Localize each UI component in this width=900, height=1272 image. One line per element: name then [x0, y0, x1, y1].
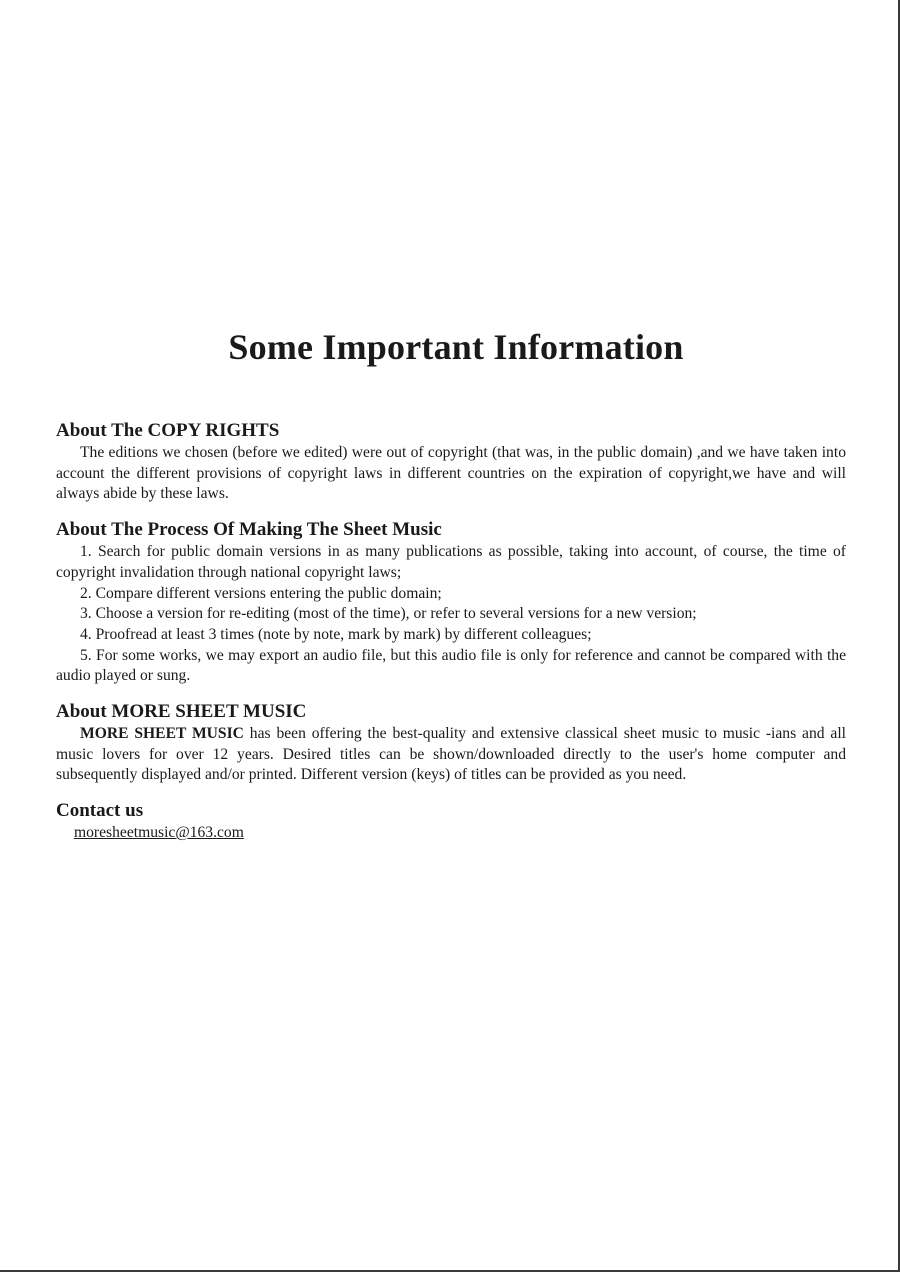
process-step: 4. Proofread at least 3 times (note by note, mark by mark) by different colleagues; — [80, 625, 592, 643]
section-heading-more-sheet-music: About MORE SHEET MUSIC — [56, 701, 307, 723]
document-body — [56, 419, 846, 857]
section-heading-contact: Contact us — [56, 800, 144, 822]
brand-name: MORE SHEET MUSIC — [80, 725, 244, 743]
more-sheet-music-text: has been offering the best-quality and extensive classical sheet music to music -ians and all music lovers for over 12 years. Desired titles can be shown/downloaded directly to the user's home computer and subsequently displayed and/or printed. Different version (keys) of titles can be provided as you need. — [56, 725, 846, 784]
more-sheet-music-paragraph — [56, 724, 846, 786]
process-step: 1. Search for public domain versions in as many publications as possible, taking into account, of course, the time of copyright invalidation through national copyright laws; — [56, 543, 846, 581]
copyrights-paragraph: The editions we chosen (before we edited) were out of copyright (that was, in the public domain) ,and we have taken into account the different provisions of copyright laws in different countries on the expiration of copyright,we have and will always abide by these laws. — [56, 444, 846, 503]
process-step: 5. For some works, we may export an audio file, but this audio file is only for reference and cannot be compared with the audio played or sung. — [56, 646, 846, 685]
process-step: 3. Choose a version for re-editing (most of the time), or refer to several versions for a new version; — [80, 605, 697, 623]
contact-email-link[interactable]: moresheetmusic@163.com — [74, 824, 244, 842]
section-more-sheet-music — [56, 700, 846, 786]
section-contact — [56, 799, 846, 844]
process-step: 2. Compare different versions entering the public domain; — [80, 584, 442, 602]
section-process — [56, 518, 846, 687]
section-copyrights — [56, 419, 846, 505]
section-heading-process: About The Process Of Making The Sheet Music — [56, 519, 442, 541]
section-heading-copyrights: About The COPY RIGHTS — [56, 420, 280, 441]
page-title: Some Important Information — [228, 327, 684, 367]
